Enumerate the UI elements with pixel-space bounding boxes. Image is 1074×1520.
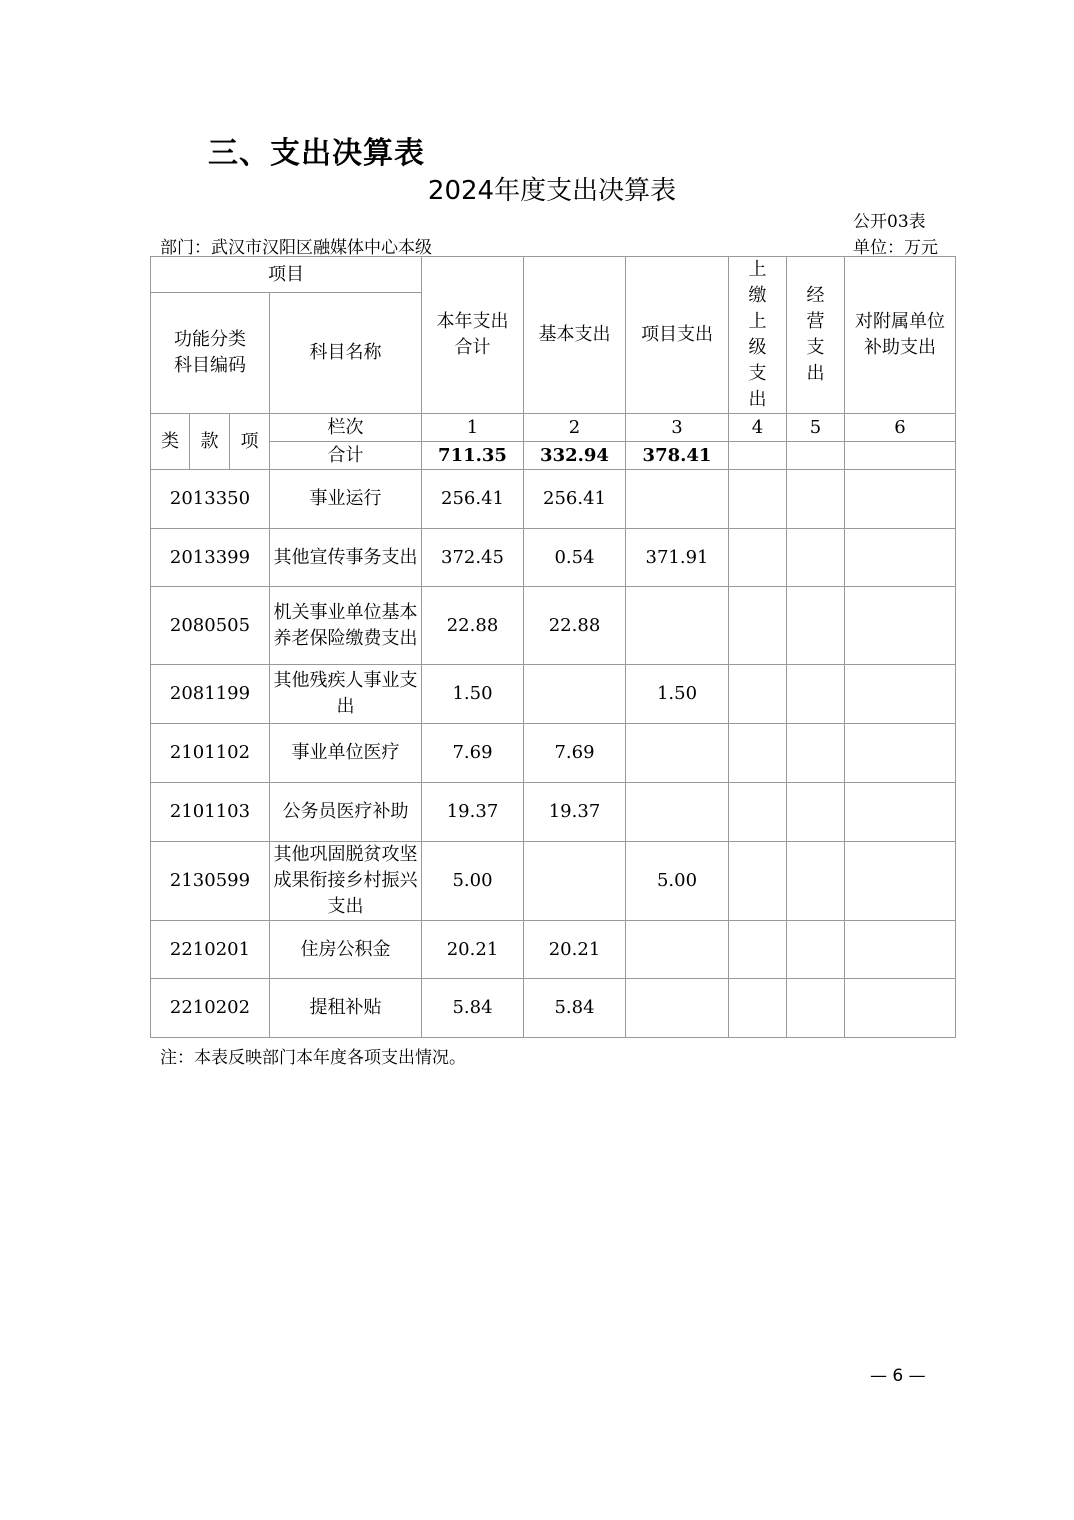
header-xiang: 项: [230, 414, 270, 470]
total-cell: 22.88: [422, 587, 524, 665]
upper-cell: [729, 724, 787, 783]
business-cell: [787, 470, 845, 529]
func-code-cell: 2210202: [151, 979, 270, 1038]
upper-cell: [729, 842, 787, 921]
table-row: [151, 842, 956, 921]
basic-cell: [524, 842, 626, 921]
header-func-code: 功能分类科目编码: [151, 293, 270, 414]
subsidy-cell: [845, 842, 956, 921]
subsidy-cell: [845, 921, 956, 979]
subsidy-cell: [845, 724, 956, 783]
business-cell: [787, 979, 845, 1038]
upper-cell: [729, 783, 787, 842]
func-code-cell: 2210201: [151, 921, 270, 979]
subject-name-cell: 机关事业单位基本养老保险缴费支出: [270, 587, 422, 665]
col-number: 1: [422, 414, 524, 442]
business-cell: [787, 529, 845, 587]
total-cell: 19.37: [422, 783, 524, 842]
basic-cell: 7.69: [524, 724, 626, 783]
project-cell: [626, 587, 729, 665]
header-col-total: 本年支出合计: [422, 257, 524, 414]
basic-cell: 0.54: [524, 529, 626, 587]
upper-cell: [729, 470, 787, 529]
project-cell: 1.50: [626, 665, 729, 724]
project-cell: [626, 470, 729, 529]
func-code-cell: 2130599: [151, 842, 270, 921]
func-code-cell: 2080505: [151, 587, 270, 665]
col-number: 4: [729, 414, 787, 442]
header-kuan: 款: [190, 414, 230, 470]
unit-label: 单位：万元: [853, 238, 938, 258]
table-note: 注：本表反映部门本年度各项支出情况。: [160, 1048, 466, 1068]
header-item: 项目: [151, 257, 422, 293]
subject-name-cell: 住房公积金: [270, 921, 422, 979]
project-cell: 5.00: [626, 842, 729, 921]
total-value: 711.35: [422, 442, 524, 470]
col-number: 2: [524, 414, 626, 442]
subsidy-cell: [845, 529, 956, 587]
subsidy-cell: [845, 587, 956, 665]
business-cell: [787, 587, 845, 665]
subject-name-cell: 其他宣传事务支出: [270, 529, 422, 587]
col-number: 5: [787, 414, 845, 442]
func-code-cell: 2101103: [151, 783, 270, 842]
subject-name-cell: 事业运行: [270, 470, 422, 529]
total-value: [729, 442, 787, 470]
basic-cell: 20.21: [524, 921, 626, 979]
project-cell: [626, 783, 729, 842]
basic-cell: 256.41: [524, 470, 626, 529]
project-cell: [626, 921, 729, 979]
func-code-cell: 2081199: [151, 665, 270, 724]
total-cell: 256.41: [422, 470, 524, 529]
table-title: 2024年度支出决算表: [427, 176, 677, 206]
table-row: [151, 529, 956, 587]
header-subject-name: 科目名称: [270, 293, 422, 414]
form-number: 公开03表: [853, 212, 926, 232]
upper-cell: [729, 587, 787, 665]
project-cell: [626, 979, 729, 1038]
business-cell: [787, 842, 845, 921]
subsidy-cell: [845, 665, 956, 724]
header-col-subsidy: 对附属单位补助支出: [845, 257, 956, 414]
page-number: — 6 —: [870, 1366, 926, 1386]
business-cell: [787, 921, 845, 979]
section-title: 三、支出决算表: [208, 136, 425, 171]
total-cell: 1.50: [422, 665, 524, 724]
basic-cell: [524, 665, 626, 724]
total-value: [845, 442, 956, 470]
header-col-business: 经营支出: [787, 257, 845, 414]
total-cell: 7.69: [422, 724, 524, 783]
header-lei: 类: [151, 414, 190, 470]
total-cell: 5.00: [422, 842, 524, 921]
total-cell: 372.45: [422, 529, 524, 587]
func-code-cell: 2013399: [151, 529, 270, 587]
upper-cell: [729, 921, 787, 979]
total-value: 332.94: [524, 442, 626, 470]
subject-name-cell: 其他巩固脱贫攻坚成果衔接乡村振兴支出: [270, 842, 422, 921]
basic-cell: 19.37: [524, 783, 626, 842]
subsidy-cell: [845, 470, 956, 529]
department-label: 部门：武汉市汉阳区融媒体中心本级: [160, 238, 432, 258]
header-col-basic: 基本支出: [524, 257, 626, 414]
total-cell: 20.21: [422, 921, 524, 979]
total-label: 合计: [270, 442, 422, 470]
basic-cell: 22.88: [524, 587, 626, 665]
project-cell: 371.91: [626, 529, 729, 587]
upper-cell: [729, 979, 787, 1038]
table-row: [151, 470, 956, 529]
subject-name-cell: 提租补贴: [270, 979, 422, 1038]
business-cell: [787, 783, 845, 842]
header-col-upper: 上缴上级支出: [729, 257, 787, 414]
subsidy-cell: [845, 783, 956, 842]
upper-cell: [729, 529, 787, 587]
col-number: 6: [845, 414, 956, 442]
business-cell: [787, 665, 845, 724]
func-code-cell: 2101102: [151, 724, 270, 783]
basic-cell: 5.84: [524, 979, 626, 1038]
func-code-cell: 2013350: [151, 470, 270, 529]
total-cell: 5.84: [422, 979, 524, 1038]
total-value: [787, 442, 845, 470]
table-row: [151, 783, 956, 842]
subsidy-cell: [845, 979, 956, 1038]
business-cell: [787, 724, 845, 783]
table-row: [151, 979, 956, 1038]
subject-name-cell: 公务员医疗补助: [270, 783, 422, 842]
project-cell: [626, 724, 729, 783]
table-row: [151, 665, 956, 724]
table-row: [151, 587, 956, 665]
subject-name-cell: 事业单位医疗: [270, 724, 422, 783]
total-value: 378.41: [626, 442, 729, 470]
expenditure-table: [150, 256, 956, 1038]
header-lanci: 栏次: [270, 414, 422, 442]
table-row: [151, 921, 956, 979]
header-col-project: 项目支出: [626, 257, 729, 414]
upper-cell: [729, 665, 787, 724]
col-number: 3: [626, 414, 729, 442]
subject-name-cell: 其他残疾人事业支出: [270, 665, 422, 724]
table-row: [151, 724, 956, 783]
